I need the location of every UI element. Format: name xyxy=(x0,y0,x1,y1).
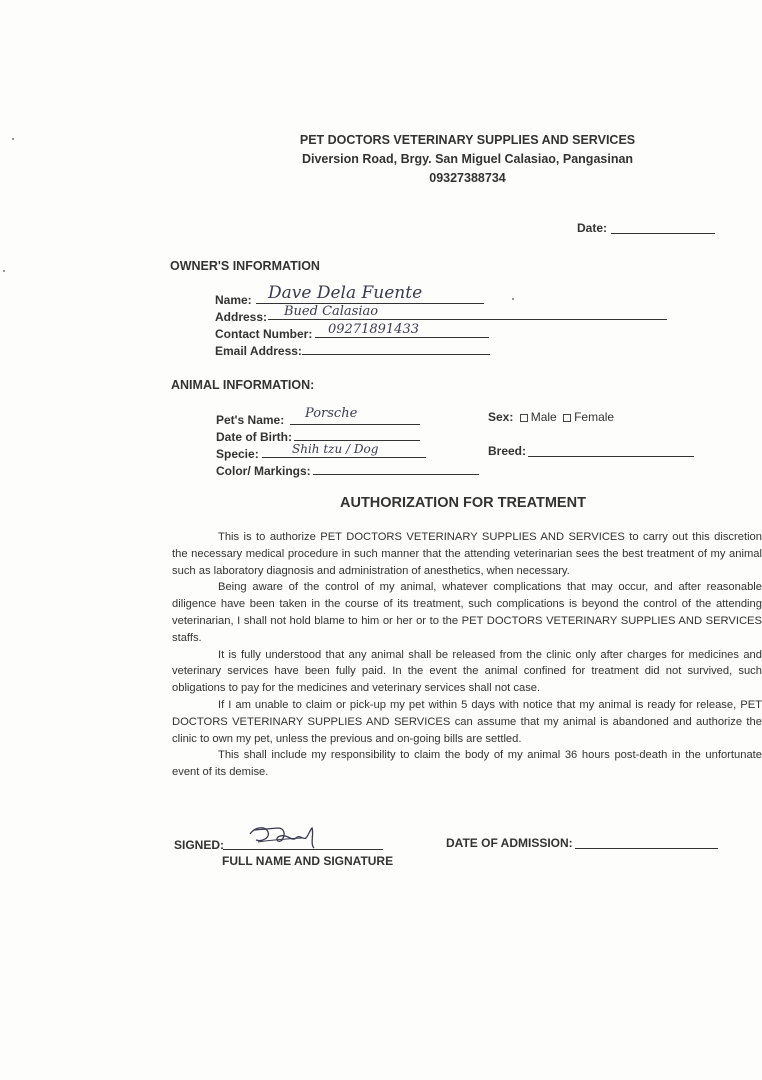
specie-value: Shih tzu / Dog xyxy=(292,442,379,456)
date-label: Date: xyxy=(577,221,608,235)
paragraph-authorize: This is to authorize PET DOCTORS VETERINARY SUPPLIES AND SERVICES to carry out this discretion the necessary medical procedure in such manner that the attending veterinarian sees the best treatment of my animal such as laboratory diagnosis and administration of anesthetics, when necessary. xyxy=(172,531,762,577)
specie-line[interactable] xyxy=(262,457,426,458)
date-of-admission-line[interactable] xyxy=(575,848,718,849)
dob-line[interactable] xyxy=(294,440,420,441)
sex-label: Sex: xyxy=(488,410,514,424)
email-label: Email Address: xyxy=(215,344,302,358)
authorization-title: AUTHORIZATION FOR TREATMENT xyxy=(340,495,586,511)
color-label: Color/ Markings: xyxy=(216,464,311,478)
animal-heading: ANIMAL INFORMATION: xyxy=(171,378,315,392)
owner-name-label: Name: xyxy=(215,293,252,307)
pet-name-line[interactable] xyxy=(290,424,420,425)
dob-label: Date of Birth: xyxy=(216,430,292,444)
company-name: PET DOCTORS VETERINARY SUPPLIES AND SERVICES xyxy=(299,133,636,147)
signature-caption: FULL NAME AND SIGNATURE xyxy=(222,854,394,868)
owner-heading: OWNER'S INFORMATION xyxy=(170,259,320,273)
male-option: Male xyxy=(530,410,557,424)
paragraph-complications: Being aware of the control of my animal, whatever complications that may occur, and after reasonable diligence have been taken in the course of its treatment, such complications is beyond the control of the attending veterinarian, I shall not hold blame to him or her or to the PET DOCTORS VETERINARY SUPPLIES AND SERVICES staffs. xyxy=(172,581,762,644)
male-checkbox[interactable] xyxy=(520,414,528,422)
sex-field xyxy=(488,410,614,424)
email-line[interactable] xyxy=(302,354,490,355)
scan-speck xyxy=(512,298,514,300)
date-line[interactable] xyxy=(611,233,715,234)
contact-value: 09271891433 xyxy=(328,322,419,337)
pet-name-value: Porsche xyxy=(305,406,358,421)
paragraph-charges: It is fully understood that any animal shall be released from the clinic only after charges for medicines and veterinary services have been fully paid. In the event the animal confined for treatment did not survived, such obligations to pay for the medicines and veterinary services shall not case. xyxy=(172,648,762,695)
signed-label: SIGNED: xyxy=(174,838,225,852)
pet-name-label: Pet's Name: xyxy=(216,413,285,427)
owner-name-value: Dave Dela Fuente xyxy=(268,283,423,303)
contact-label: Contact Number: xyxy=(215,327,313,341)
owner-address-line[interactable] xyxy=(268,319,667,320)
owner-address-value: Bued Calasiao xyxy=(284,304,379,319)
scan-speck xyxy=(12,138,14,140)
authorization-body xyxy=(172,529,762,781)
company-address: Diversion Road, Brgy. San Miguel Calasiao, Pangasinan xyxy=(301,152,634,166)
date-of-admission-label: DATE OF ADMISSION: xyxy=(446,836,573,850)
owner-address-label: Address: xyxy=(215,310,268,324)
female-option: Female xyxy=(574,410,615,424)
handwritten-signature xyxy=(244,820,324,854)
contact-line[interactable] xyxy=(315,337,489,338)
breed-line[interactable] xyxy=(528,456,694,457)
paragraph-abandonment: If I am unable to claim or pick-up my pet within 5 days with notice that my animal is ready for release, PET DOCTORS VETERINARY SUPPLIES AND SERVICES can assume that my animal is abandoned and authorize the clinic to own my pet, unless the previous and on-going bills are settled. xyxy=(172,698,762,745)
color-line[interactable] xyxy=(313,474,479,475)
scan-speck xyxy=(3,270,5,272)
female-checkbox[interactable] xyxy=(563,414,571,422)
paragraph-body-claim: This shall include my responsibility to claim the body of my animal 36 hours post-death in the unfortunate event of its demise. xyxy=(172,749,762,779)
specie-label: Specie: xyxy=(216,447,259,461)
breed-label: Breed: xyxy=(488,444,527,458)
company-phone: 09327388734 xyxy=(429,171,506,185)
